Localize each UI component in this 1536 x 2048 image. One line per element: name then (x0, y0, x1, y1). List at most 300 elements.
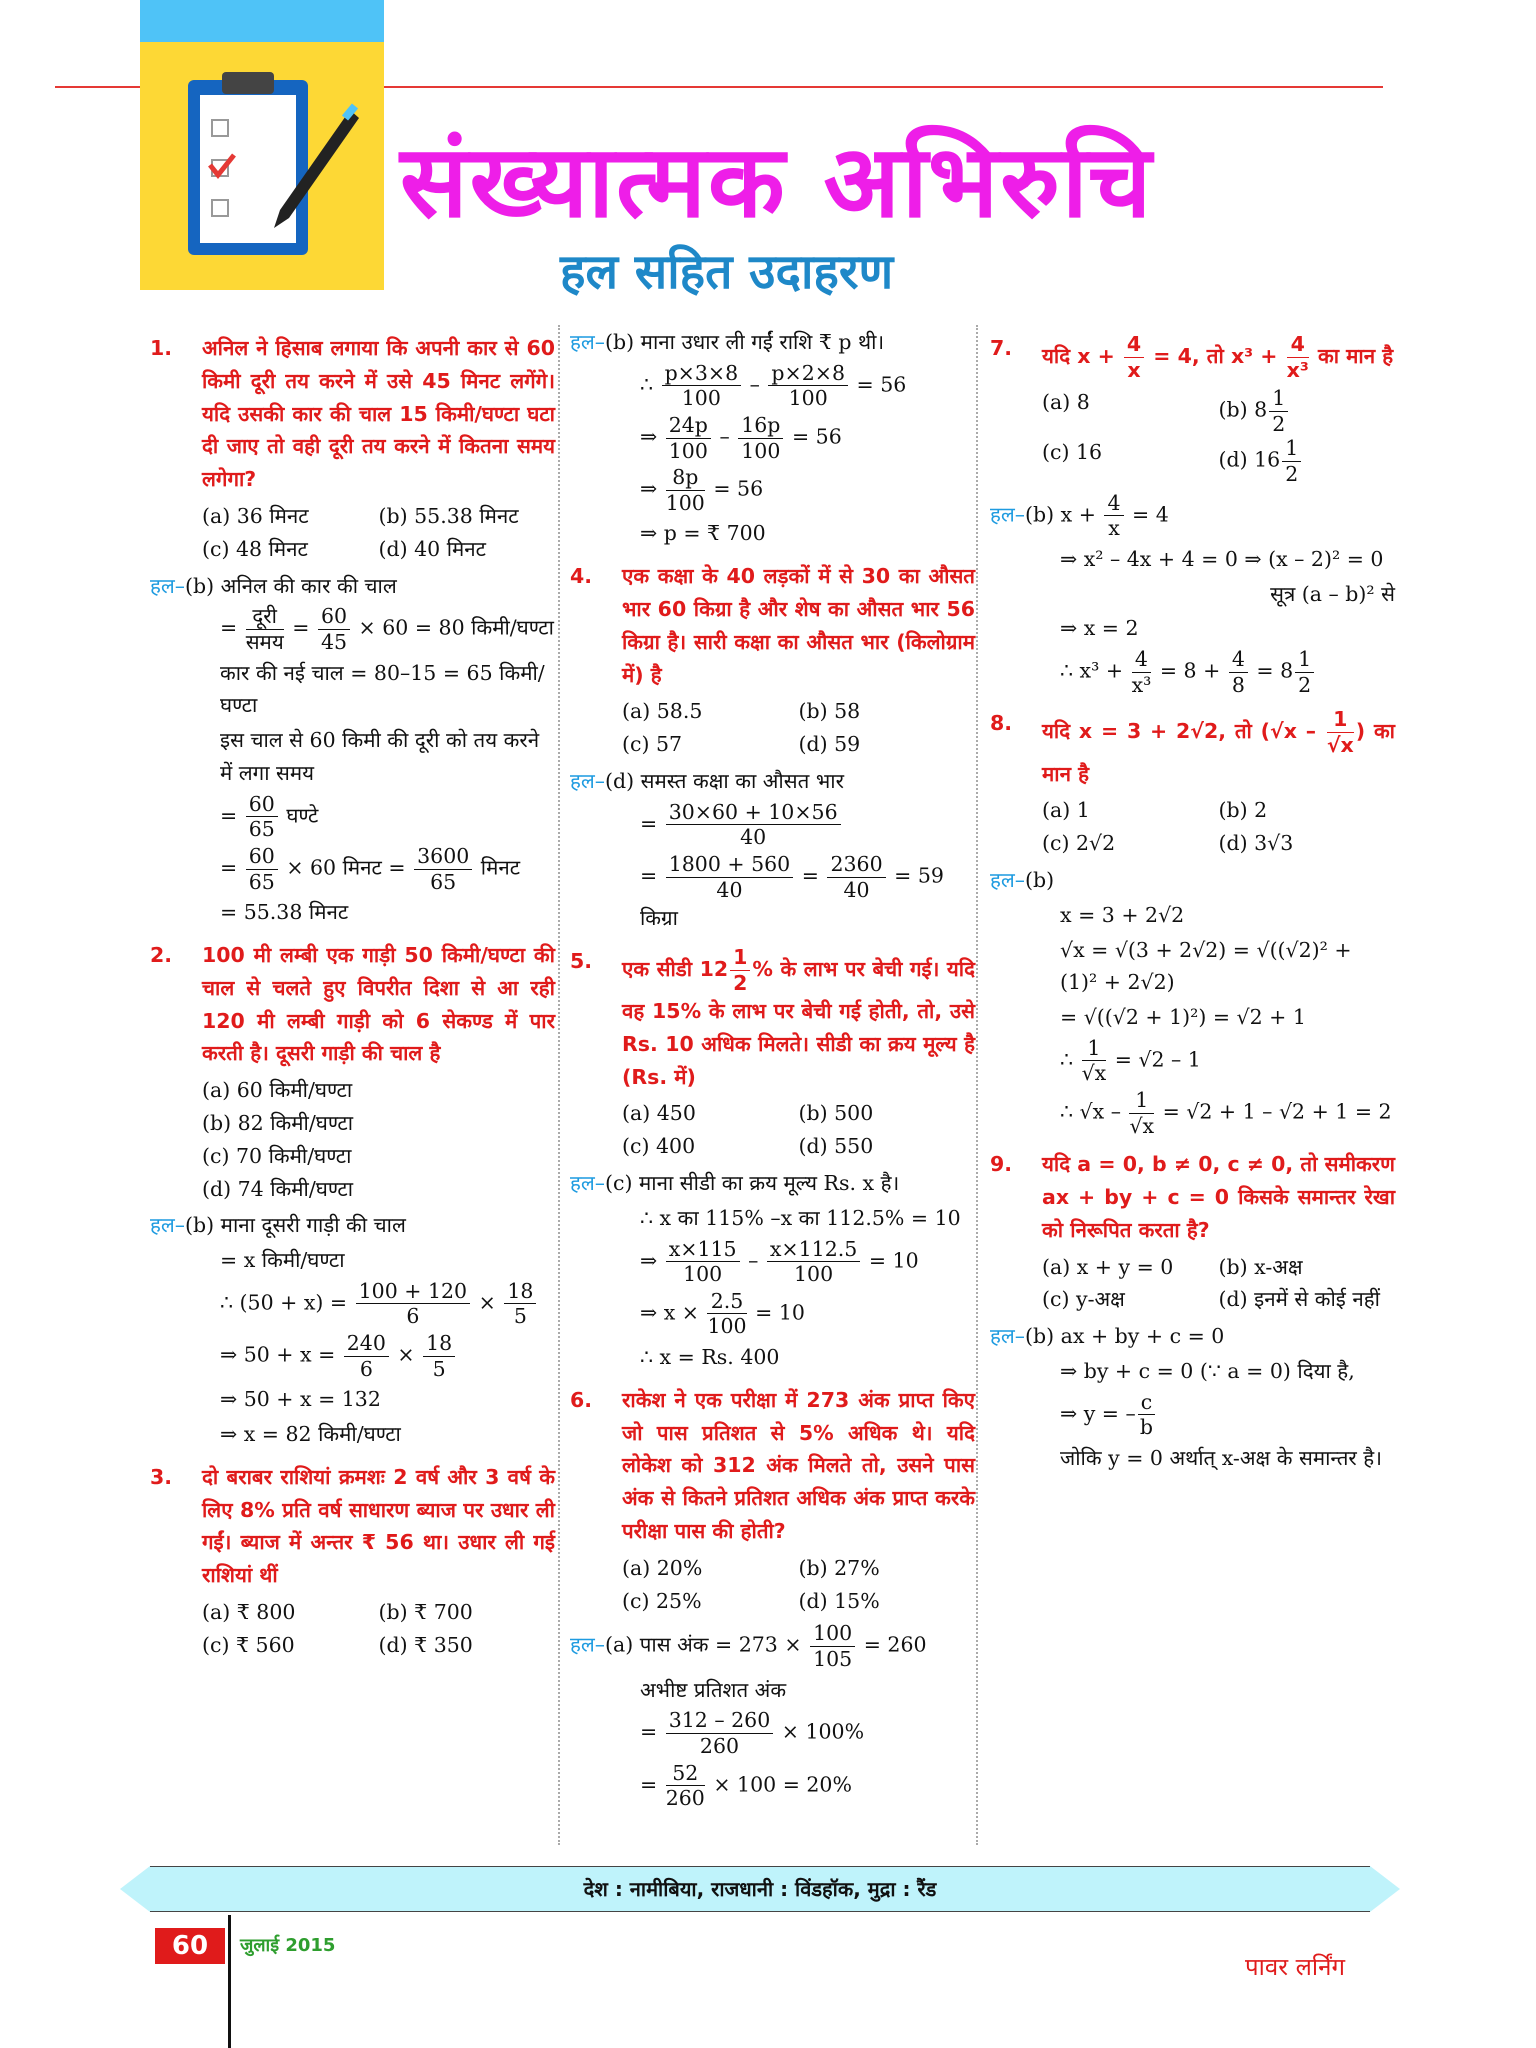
solution-label: हल– (990, 867, 1026, 892)
denominator: 260 (699, 1734, 740, 1758)
text: (d) ₹ 350 (378, 1632, 473, 1657)
fraction (666, 800, 841, 850)
text-run: × 100% (775, 1720, 865, 1744)
text: (b) 55.38 मिनट (378, 503, 519, 528)
numerator: c (1138, 1390, 1155, 1416)
denominator: 6 (359, 1356, 373, 1381)
answer-option (1042, 1251, 1219, 1284)
text-run: = 4, तो x³ + (1146, 344, 1285, 369)
fraction (318, 604, 350, 654)
denominator: 2 (1272, 411, 1286, 436)
text-run: ⇒ 50 + x = (220, 1342, 342, 1367)
text-run: = 59 किग्रा (640, 863, 944, 931)
answer-option (1042, 1283, 1219, 1316)
solution-line (570, 1674, 975, 1707)
text-run: ⇒ (640, 1248, 664, 1273)
numerator: 1 (1282, 436, 1301, 462)
denominator: 100 (681, 386, 721, 411)
numerator: 100 (810, 1621, 855, 1647)
denominator: x³ (1286, 357, 1309, 382)
question-text (202, 1461, 555, 1592)
solution (150, 570, 555, 929)
fraction (666, 1761, 705, 1811)
answer-option (799, 695, 976, 728)
column-3 (990, 322, 1395, 1477)
answer-options (150, 500, 555, 566)
solution-line (570, 852, 975, 935)
solution-line (570, 1708, 975, 1758)
text-run: ∴ x का 115% –x का 112.5% = 10 (640, 1205, 961, 1230)
question-number: 2. (150, 942, 173, 967)
magazine-brand: पावर लर्निंग (1245, 1953, 1345, 1981)
solution-line (570, 800, 975, 850)
denominator: 100 (668, 438, 708, 463)
solution-label: हल– (570, 1633, 606, 1658)
fraction (767, 1237, 860, 1287)
answer-option (799, 1552, 976, 1585)
solution-line (990, 1442, 1395, 1475)
text: (a) 36 मिनट (202, 503, 309, 528)
answer-options (150, 1596, 555, 1662)
fraction (414, 844, 472, 894)
fraction (1269, 386, 1288, 436)
text-run: = (220, 803, 244, 828)
solution-line (990, 934, 1395, 1000)
text: (b) x-अक्ष (1218, 1254, 1303, 1279)
clipboard-checklist-pen-icon (140, 0, 384, 290)
text: (d) 74 किमी/घण्टा (202, 1176, 354, 1201)
numerator: 4 (1287, 332, 1309, 358)
answer-option (202, 1596, 379, 1629)
denominator: 45 (320, 629, 348, 654)
denominator: 5 (513, 1304, 527, 1329)
solution-line (150, 792, 555, 842)
solution-line (570, 1761, 975, 1811)
text-run: ⇒ (640, 424, 664, 449)
answer-option (1042, 386, 1219, 436)
solution (570, 1167, 975, 1374)
text-run: ∴ x = Rs. 400 (640, 1345, 780, 1370)
text-run: 100 मी लम्बी एक गाड़ी 50 किमी/घण्टा की चाल से चलते हुए विपरीत दिशा से आ रही 120 मी लम्बी गाड़ी को 6 सेकण्ड में पार करती है। दूसरी गाड़ी की चाल है (202, 942, 555, 1066)
answer-option (379, 500, 556, 533)
question-number: 1. (150, 336, 173, 360)
text-run: (b) 8 (1218, 397, 1268, 422)
solution-line (150, 1279, 555, 1329)
numerator: 1800 + 560 (666, 852, 794, 878)
text-run: – (712, 424, 737, 449)
numerator: 16p (738, 413, 783, 439)
answer-options (570, 1097, 975, 1163)
numerator: 1 (1295, 647, 1314, 673)
footer-rule (228, 1915, 231, 2048)
question-text (622, 1384, 975, 1548)
text-run: (b) (1025, 867, 1055, 892)
fraction (1295, 647, 1314, 697)
answer-option (379, 1629, 556, 1662)
answer-option (202, 1074, 555, 1107)
question-number: 4. (570, 564, 593, 589)
text-run: (d) 16 (1218, 447, 1281, 472)
numerator: p×2×8 (768, 361, 848, 387)
fraction (666, 852, 794, 902)
question-number: 7. (990, 336, 1013, 360)
denominator: 6 (406, 1304, 420, 1329)
denominator: x³ (1131, 672, 1152, 697)
text: (d) 550 (798, 1134, 874, 1159)
text-run: घण्टे (279, 803, 319, 828)
fraction (1124, 332, 1144, 382)
text-run: = 56 (849, 372, 907, 397)
answer-options (990, 794, 1395, 860)
denominator: 65 (430, 869, 457, 894)
text: (d) इनमें से कोई नहीं (1218, 1287, 1380, 1312)
text-run: ⇒ p = ₹ 700 (640, 521, 766, 546)
solution (990, 864, 1395, 1138)
answer-option (202, 1107, 555, 1140)
solution-label: हल– (570, 768, 606, 793)
text: (b) 27% (798, 1555, 880, 1580)
question-number: 8. (990, 711, 1013, 736)
column-1 (150, 322, 555, 1666)
answer-option (799, 1585, 976, 1618)
denominator: x (1108, 516, 1120, 541)
denominator: 5 (432, 1356, 446, 1381)
question-text (202, 939, 555, 1070)
solution-label: हल– (150, 1213, 186, 1238)
text-run: × 60 मिनट = (279, 855, 413, 880)
numerator: 4 (1132, 647, 1152, 673)
fraction (666, 1708, 774, 1758)
text-run: = √((√2 + 1)²) = √2 + 1 (1060, 1005, 1306, 1030)
fraction (423, 1331, 455, 1381)
text-run: ∴ (640, 372, 660, 397)
numerator: 1 (1327, 707, 1354, 733)
text-run: = (640, 811, 664, 836)
solution-line (990, 899, 1395, 932)
text: (b) ₹ 700 (378, 1600, 473, 1625)
text: (a) ₹ 800 (202, 1600, 296, 1625)
numerator: 1 (1082, 1036, 1107, 1062)
denominator: √x (1081, 1061, 1107, 1086)
answer-option (379, 1596, 556, 1629)
text-run: अभीष्ट प्रतिशत अंक (640, 1677, 787, 1702)
text-run: ⇒ x × (640, 1300, 706, 1325)
answer-option (1219, 1283, 1396, 1316)
answer-option (1219, 436, 1396, 486)
fraction (1327, 707, 1354, 757)
numerator: 240 (344, 1331, 389, 1357)
solution (570, 765, 975, 935)
text-run: x = 3 + 2√2 (1060, 902, 1185, 927)
text-run: = 10 (748, 1300, 805, 1325)
text-run: एक कक्षा के 40 लड़कों में से 30 का औसत भार 60 किग्रा है और शेष का औसत भार 56 किग्रा है। सारी कक्षा का औसत भार (किलोग्राम में) है (622, 564, 975, 687)
solution-label: हल– (570, 1171, 606, 1196)
denominator: x (1127, 357, 1141, 382)
fraction (707, 1289, 746, 1339)
fraction (738, 413, 783, 463)
denominator: 40 (716, 877, 743, 902)
question-text (1042, 707, 1395, 790)
text: (a) 60 किमी/घण्टा (202, 1078, 353, 1103)
denominator: 100 (683, 1262, 723, 1287)
fraction (662, 361, 742, 411)
answer-option (202, 1140, 555, 1173)
solution-label: हल– (990, 502, 1026, 527)
answer-option (202, 1173, 555, 1206)
text-run: = (640, 1720, 664, 1744)
numerator: 1 (1269, 386, 1288, 412)
solution-line (570, 1621, 975, 1671)
denominator: 100 (794, 1262, 834, 1287)
numerator: 312 – 260 (666, 1708, 774, 1734)
solution-line (150, 657, 555, 723)
numerator: p×3×8 (662, 361, 742, 387)
answer-option (1042, 794, 1219, 827)
text: (b) 58 (798, 699, 861, 724)
text-run: = (220, 855, 244, 880)
numerator: 60 (318, 604, 350, 630)
question (150, 332, 555, 496)
numerator: 3600 (414, 844, 472, 870)
solution-line (570, 1341, 975, 1374)
numerator: x×115 (666, 1237, 740, 1263)
text: (c) 25% (622, 1588, 702, 1613)
text-run: जोकि y = 0 अर्थात् x-अक्ष के समान्तर है। (1060, 1446, 1382, 1471)
text: (d) 40 मिनट (378, 536, 487, 561)
text-run: = 10 (862, 1248, 919, 1273)
question (990, 1148, 1395, 1246)
numerator: 52 (666, 1761, 705, 1787)
page-number: 60 (155, 1928, 225, 1964)
denominator: 2 (733, 970, 748, 995)
text-run: × (472, 1290, 503, 1315)
answer-option (1219, 794, 1396, 827)
solution-line (570, 413, 975, 463)
solution-line (150, 604, 555, 654)
text-run: = 8 (1249, 658, 1294, 683)
text-run: × 100 = 20% (706, 1772, 852, 1797)
question-number: 5. (570, 948, 593, 973)
fraction (1287, 332, 1309, 382)
text: (a) 8 (1042, 390, 1090, 415)
text-run: – (743, 372, 767, 397)
text-run: यदि a = 0, b ≠ 0, c ≠ 0, तो समीकरण ax + by + c = 0 किसके समान्तर रेखा को निरूपित करता है? (1042, 1152, 1395, 1242)
text: (a) 58.5 (622, 699, 703, 724)
denominator: 2 (1298, 672, 1312, 697)
text: (a) 1 (1042, 798, 1090, 823)
text: (d) 3√3 (1218, 831, 1294, 856)
text-run: ⇒ x = 82 किमी/घण्टा (220, 1422, 401, 1447)
solution-line (570, 465, 975, 515)
answer-option (799, 1097, 976, 1130)
solution-line (990, 543, 1395, 576)
text: (a) 20% (622, 1555, 703, 1580)
denominator: समय (245, 629, 284, 654)
solution-line (570, 361, 975, 411)
text-run: = 56 (785, 424, 842, 449)
page-title: संख्यात्मक अभिरुचि (400, 123, 1154, 240)
text-run: ∴ (50 + x) = (220, 1290, 354, 1315)
fraction (1082, 1036, 1107, 1086)
text-run: अनिल ने हिसाब लगाया कि अपनी कार से 60 किमी दूरी तय करने में उसे 45 मिनट लगेंगे। यदि उसकी कार की चाल 15 किमी/घण्टा घटा दी जाए तो वही दूरी तय करने में कितना समय लगेगा? (202, 336, 555, 492)
text-run: यदि x + (1042, 344, 1122, 369)
text: (a) x + y = 0 (1042, 1254, 1174, 1279)
fraction (1229, 647, 1248, 697)
numerator: 2.5 (707, 1289, 746, 1315)
answer-option (202, 533, 379, 566)
page-subtitle: हल सहित उदाहरण (560, 244, 894, 300)
solution-line (990, 1088, 1395, 1138)
fraction (1282, 436, 1301, 486)
fact-ribbon: देश : नामीबिया, राजधानी : विंडहॉक, मुद्रा : रैंड (150, 1866, 1370, 1912)
text-run: ∴ (1060, 1047, 1080, 1072)
column-2 (570, 322, 975, 1813)
fraction (1104, 491, 1123, 541)
denominator: 105 (813, 1647, 853, 1672)
answer-options (150, 1074, 555, 1205)
text: (d) 15% (798, 1588, 880, 1613)
text-run: ⇒ x² – 4x + 4 = 0 ⇒ (x – 2)² = 0 (1060, 546, 1384, 571)
fraction (666, 1237, 740, 1287)
text-run: % के लाभ पर बेची गई। यदि वह 15% के लाभ पर बेची गई होती, तो, उसे Rs. 10 अधिक मिलते। सीडी का क्रय मूल्य है (Rs. में) (622, 957, 976, 1089)
fraction (827, 852, 885, 902)
question (990, 332, 1395, 382)
text-run: = 4 (1125, 502, 1169, 527)
solution (990, 491, 1395, 698)
denominator: √x (1129, 1113, 1155, 1138)
question-text (1042, 332, 1395, 382)
text: (c) 57 (622, 732, 683, 757)
solution-line (990, 864, 1395, 897)
text: (c) y-अक्ष (1042, 1287, 1125, 1312)
question-number: 3. (150, 1464, 173, 1489)
fraction (246, 792, 278, 842)
text-run: × (390, 1342, 422, 1367)
solution-line (150, 1209, 555, 1242)
answer-option (1042, 827, 1219, 860)
text-run: ⇒ (640, 476, 664, 501)
question (570, 945, 975, 1094)
solution-line (150, 1244, 555, 1277)
column-divider (976, 325, 978, 1845)
solution-line (990, 491, 1395, 541)
answer-option (379, 533, 556, 566)
numerator: 2360 (827, 852, 885, 878)
answer-option (622, 1097, 799, 1130)
text-run: ∴ √x – (1060, 1099, 1128, 1124)
text: (c) 16 (1042, 440, 1103, 465)
answer-option (799, 1130, 976, 1163)
denominator: 100 (788, 386, 828, 411)
answer-option (622, 1552, 799, 1585)
solution-line (150, 844, 555, 894)
question-text (622, 560, 975, 691)
answer-option (622, 1585, 799, 1618)
fraction (246, 604, 284, 654)
answer-option (622, 728, 799, 761)
issue-date: जुलाई 2015 (240, 1935, 336, 1956)
answer-option (1219, 386, 1396, 436)
solution-label: हल– (990, 1324, 1026, 1349)
denominator: √x (1326, 732, 1354, 757)
answer-option (202, 1629, 379, 1662)
text: (c) 2√2 (1042, 831, 1116, 856)
fraction (344, 1331, 389, 1381)
text-run: = 8 + (1153, 658, 1227, 683)
text-run: = (640, 863, 664, 888)
text: (c) 70 किमी/घण्टा (202, 1143, 352, 1168)
solution-line (570, 1167, 975, 1200)
answer-option (622, 695, 799, 728)
answer-option (1042, 436, 1219, 486)
numerator: 1 (1129, 1088, 1154, 1114)
text-run: = x किमी/घण्टा (220, 1248, 345, 1273)
numerator: 1 (730, 945, 750, 971)
solution-line (570, 1289, 975, 1339)
fraction (1129, 1088, 1154, 1138)
text: (a) 450 (622, 1101, 696, 1126)
numerator: 18 (504, 1279, 536, 1305)
text-run: (b) माना उधार ली गईं राशि ₹ p थी। (605, 330, 885, 354)
solution (570, 1621, 975, 1810)
solution-line (150, 896, 555, 929)
text-run: = √2 – 1 (1108, 1047, 1201, 1072)
solution-line (570, 765, 975, 798)
text-run: (b) x + (1025, 502, 1103, 527)
question (150, 939, 555, 1070)
fraction (504, 1279, 536, 1329)
solution-line (150, 1383, 555, 1416)
solution-line (570, 326, 975, 359)
text-run: राकेश ने एक परीक्षा में 273 अंक प्राप्त किए जो पास प्रतिशत से 5% अधिक थे। यदि लोकेश को 312 अंक मिलते तो, उसने पास अंक से कितने प्रतिशत अधिक अंक प्राप्त करके परीक्षा पास की होती? (622, 1387, 975, 1544)
solution-line (990, 1036, 1395, 1086)
numerator: 8p (666, 465, 705, 491)
denominator: 65 (248, 817, 275, 842)
numerator: 100 + 120 (356, 1279, 470, 1305)
text-run: × 60 = 80 किमी/घण्टा (352, 615, 554, 640)
text-run: = (640, 1772, 664, 1797)
solution-line (990, 1320, 1395, 1353)
numerator: 4 (1124, 332, 1144, 358)
denominator: 65 (248, 869, 275, 894)
text-run: = (220, 615, 244, 640)
text-run: √x = √(3 + 2√2) = √((√2)² + (1)² + 2√2) (1060, 937, 1352, 995)
text-run: ⇒ 50 + x = 132 (220, 1387, 381, 1412)
text-run: (d) समस्त कक्षा का औसत भार (605, 768, 844, 793)
question-text (202, 332, 555, 496)
question (570, 1384, 975, 1548)
text: (b) 82 किमी/घण्टा (202, 1110, 354, 1135)
text-run: (a) पास अंक = 273 × (605, 1633, 809, 1658)
text-run: सूत्र (a – b)² से (1270, 581, 1395, 606)
question-number: 6. (570, 1387, 593, 1412)
denominator: 100 (707, 1314, 747, 1339)
numerator: x×112.5 (767, 1237, 860, 1263)
solution-line (990, 612, 1395, 645)
numerator: दूरी (246, 604, 284, 630)
question-number: 9. (990, 1152, 1013, 1177)
text-run: ⇒ by + c = 0 (∵ a = 0) दिया है, (1060, 1359, 1355, 1384)
question (990, 707, 1395, 790)
fraction (810, 1621, 855, 1671)
text-run: (b) ax + by + c = 0 (1025, 1324, 1225, 1349)
text: (b) 500 (798, 1101, 874, 1126)
text-run: = 56 (706, 476, 764, 501)
answer-option (799, 728, 976, 761)
numerator: 30×60 + 10×56 (666, 800, 841, 826)
text: (c) ₹ 560 (202, 1632, 295, 1657)
solution-line (990, 647, 1395, 697)
